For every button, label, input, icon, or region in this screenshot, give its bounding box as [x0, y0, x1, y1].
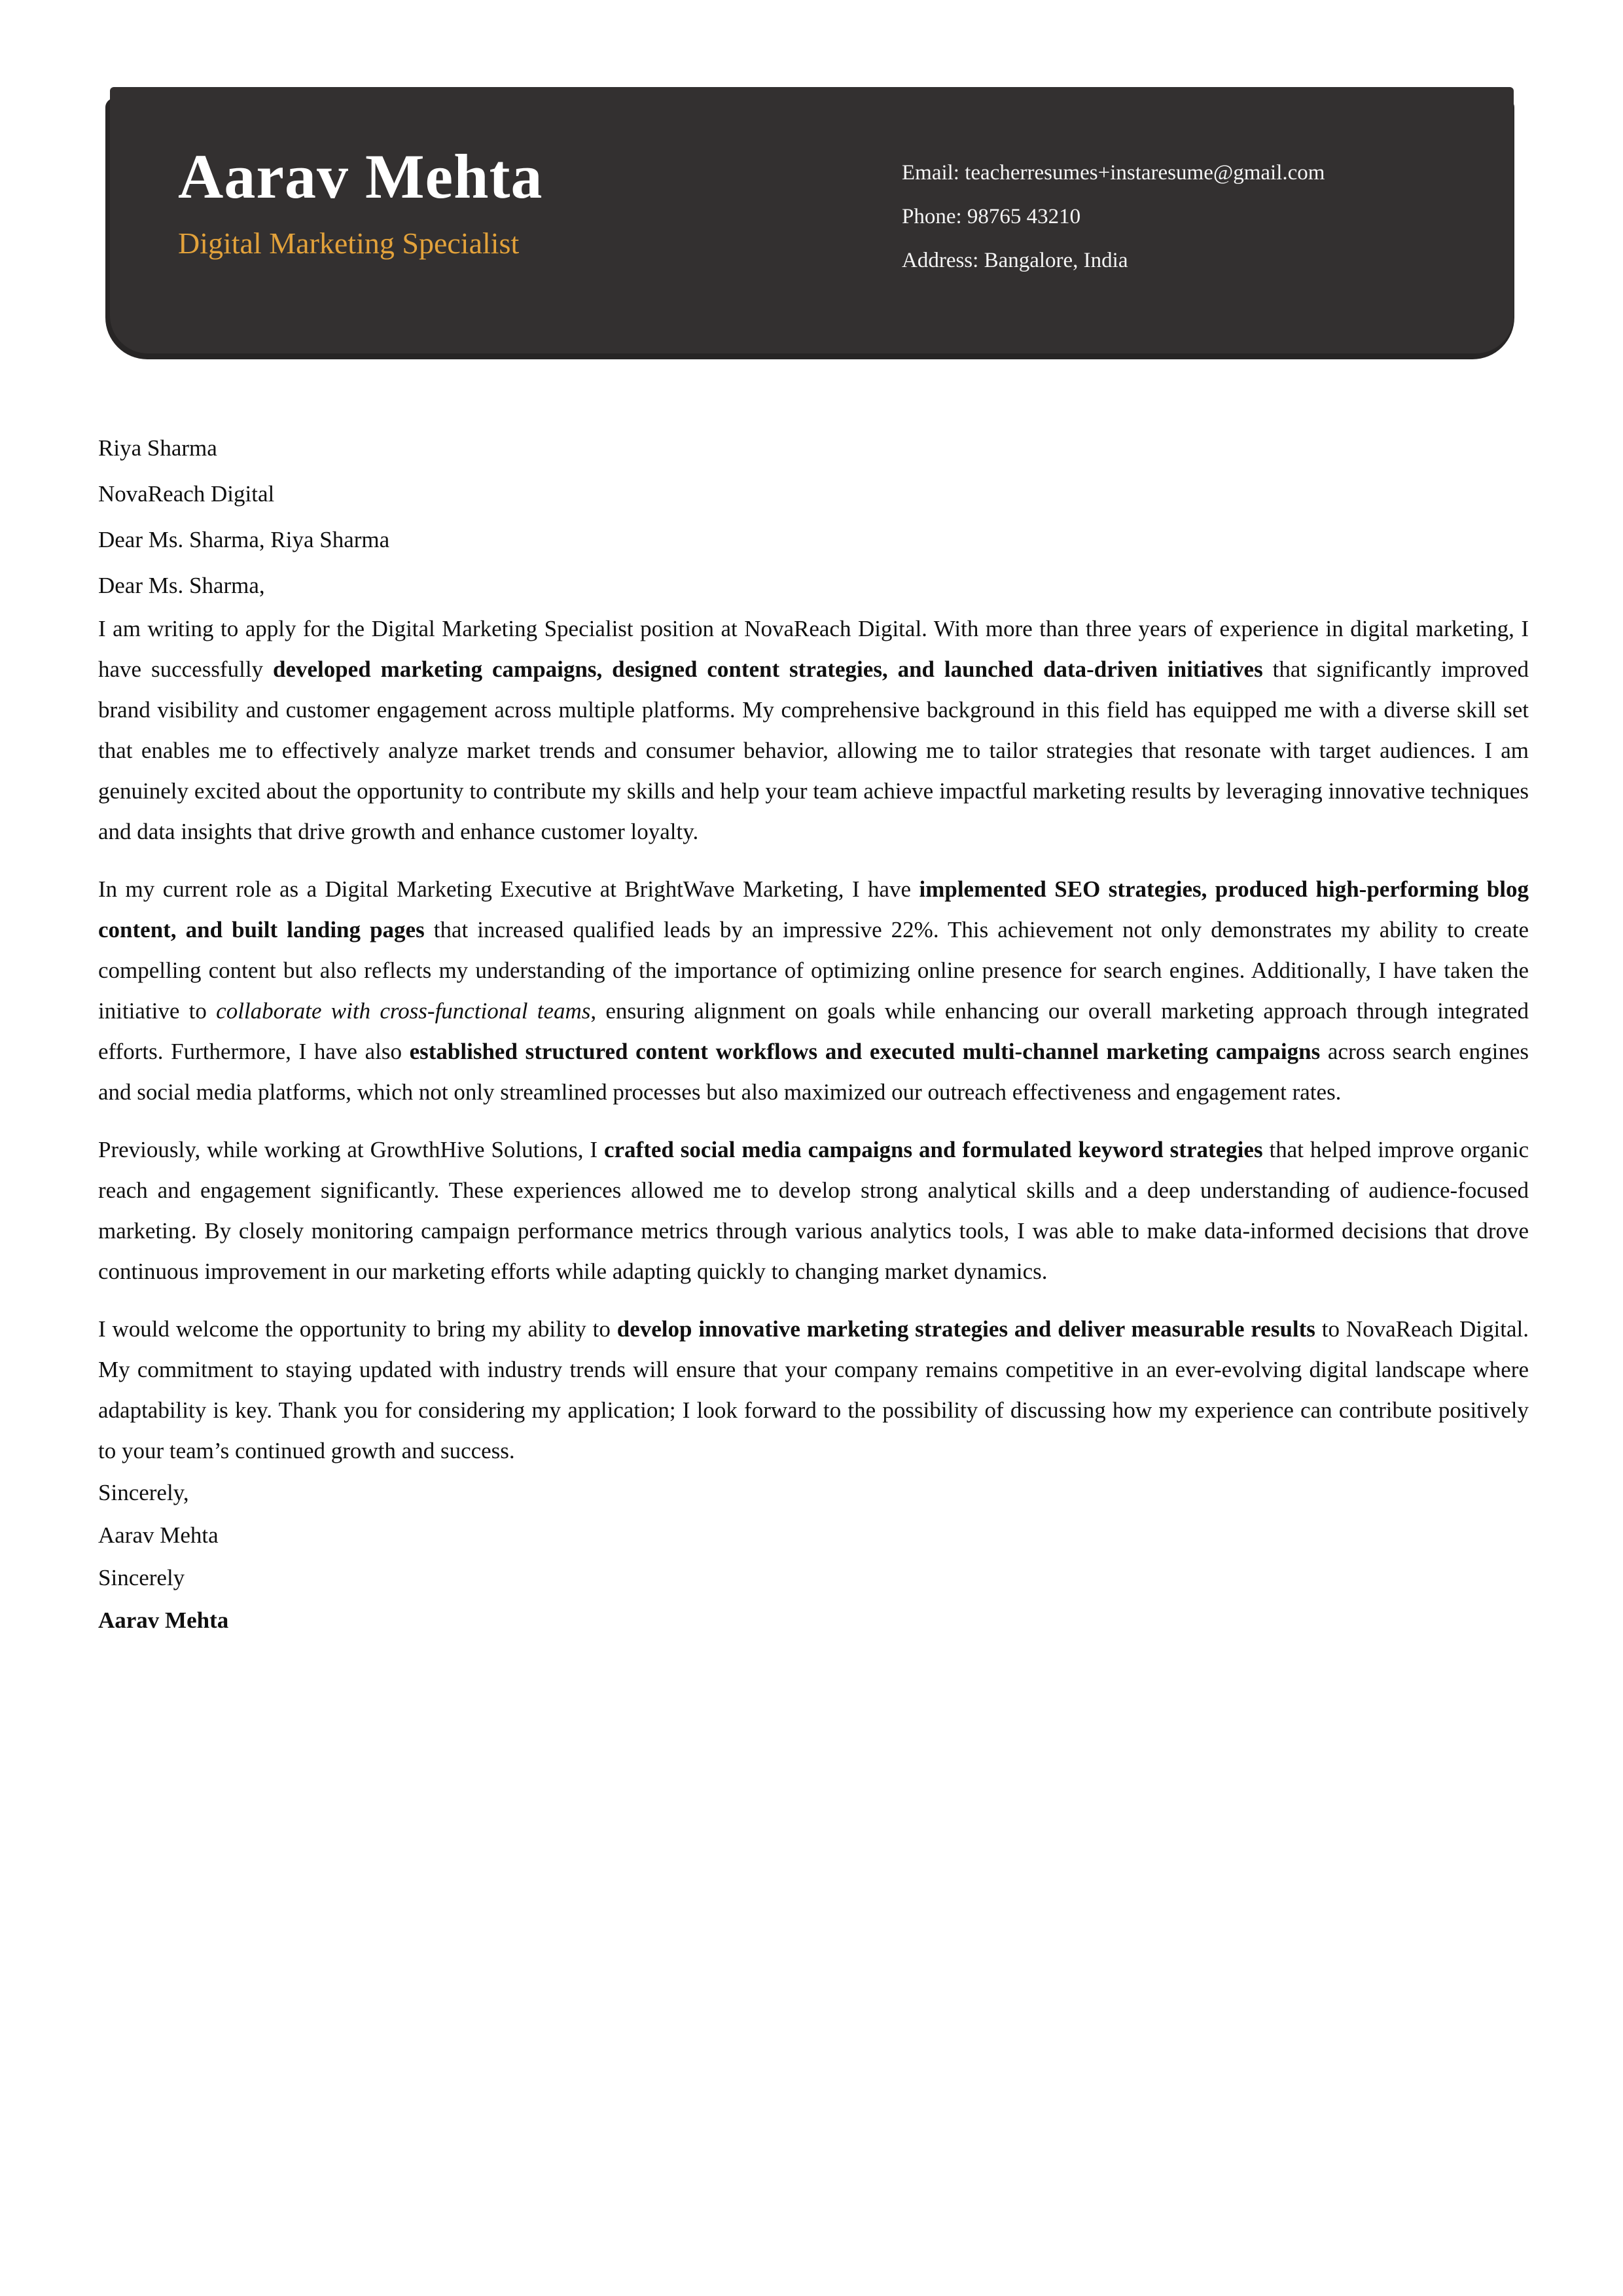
- person-name: Aarav Mehta: [178, 141, 543, 211]
- letter-body: [98, 425, 1529, 1641]
- closing-block: [98, 1471, 1529, 1556]
- closing-name: Aarav Mehta: [98, 1522, 219, 1548]
- signature-name: Aarav Mehta: [98, 1607, 229, 1633]
- job-title: Digital Marketing Specialist: [178, 226, 520, 260]
- contact-block: [902, 151, 1325, 283]
- salutation: Dear Ms. Sharma,: [98, 573, 265, 598]
- recipient-name: Riya Sharma: [98, 435, 217, 461]
- header-identity: [178, 142, 543, 260]
- recipient-company: NovaReach Digital: [98, 481, 275, 507]
- greeting-line: Dear Ms. Sharma, Riya Sharma: [98, 527, 390, 552]
- paragraph-previous-role: Previously, while working at GrowthHive Solutions, I crafted social media campaigns and formulated keyword strategies that helped improve organic reach and engagement significantly. These experiences allowed me to develop strong analytical skills and a deep understanding of audience-focused marketing. By closely monitoring campaign performance metrics through various analytics tools, I was able to make data-informed decisions that drove continuous improvement in our marketing efforts while adapting quickly to changing market dynamics.: [98, 1137, 1529, 1284]
- paragraph-current-role: In my current role as a Digital Marketing Executive at BrightWave Marketing, I have implemented SEO strategies, produced high-performing blog content, and built landing pages that increased qualified leads by an impressive 22%. This achievement not only demonstrates my ability to create compelling content but also reflects my understanding of the importance of optimizing online presence for search engines. Additionally, I have taken the initiative to collaborate with cross-functional teams, ensuring alignment on goals while enhancing our overall marketing approach through integrated efforts. Furthermore, I have also established structured content workflows and executed multi-channel marketing campaigns across search engines and social media platforms, which not only streamlined processes but also maximized our outreach effectiveness and engagement rates.: [98, 876, 1529, 1105]
- contact-phone: Phone: 98765 43210: [902, 205, 1081, 228]
- closing-word: Sincerely,: [98, 1480, 189, 1505]
- closing-word-2: Sincerely: [98, 1565, 185, 1590]
- paragraph-closing: I would welcome the opportunity to bring my ability to develop innovative marketing strategies and deliver measurable results to NovaReach Digital. My commitment to staying updated with industry trends will ensure that your company remains competitive in an ever-evolving digital landscape where adaptability is key. Thank you for considering my application; I look forward to the possibility of discussing how my experience can contribute positively to your team’s continued growth and success.: [98, 1316, 1529, 1463]
- contact-email: Email: teacherresumes+instaresume@gmail.com: [902, 161, 1325, 185]
- contact-address: Address: Bangalore, India: [902, 249, 1128, 272]
- paragraph-intro: I am writing to apply for the Digital Marketing Specialist position at NovaReach Digital. With more than three years of experience in digital marketing, I have successfully developed marketing campaigns, designed content strategies, and launched data-driven initiatives that significantly improved brand visibility and customer engagement across multiple platforms. My comprehensive background in this field has equipped me with a diverse skill set that enables me to effectively analyze market trends and consumer behavior, allowing me to tailor strategies that resonate with target audiences. I am genuinely excited about the opportunity to contribute my skills and help your team achieve impactful marketing results by leveraging innovative techniques and data insights that drive growth and enhance customer loyalty.: [98, 616, 1529, 844]
- letter-header: [110, 87, 1514, 353]
